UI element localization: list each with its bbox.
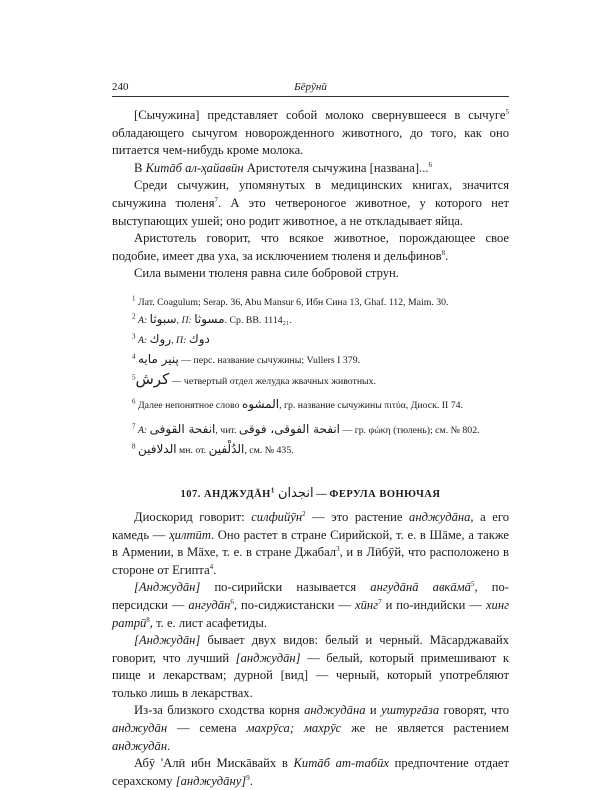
entry-body xyxy=(112,107,509,283)
running-title: Бēрӯнӣ xyxy=(294,81,327,93)
paragraph: В Китāб ал-ҳайавӣн Аристотеля сычужина [названа]...$^6$ xyxy=(134,160,433,175)
footnote-5: $^5$كرش — четвертый отдел желудка жвачных животных. xyxy=(132,370,376,389)
paragraph: [Анджудāн] по-сирийски называется ангудāнā авкāмā$^5$, по-персидски — ангудāн$^6$, по-сиджистански — хӣнг$^7$ и по-индийски — хинг ратрӣ$^8$, т. е. лист асафетиды. xyxy=(112,580,510,630)
footnote-8: $^8$ الدلافين мн. от. الدُلْفين, см. № 435. xyxy=(132,441,294,456)
section-heading: 107. АНДЖУДĀН$^1$ انجدان — ФЕРУЛА ВОНЮЧАЯ xyxy=(180,485,441,501)
footnote-3: $^3$ А: روك, П: دوك xyxy=(132,332,210,347)
footnote-4: $^4$ پنير مايه — перс. название сычужины; Vullers I 379. xyxy=(132,352,361,367)
footnote-6: $^6$ Далее непонятное слово المشوه, гр. название сычужины πιτύα, Диоск. II 74. xyxy=(132,397,464,412)
footnote-7: $^7$ А: انفحة القوفى, чит. انفحة الفوقى، فوقى — гр. φώκη (тюлень); см. № 802. xyxy=(132,421,480,436)
paragraph: Аристотель говорит, что всякое животное, порождающее свое подобие, имеет два уха, за исключением тюленя и дельфинов$^8$. xyxy=(112,231,509,263)
paragraph: Абӯ 'Алӣ ибн Мискāвайх в Китāб ат-табӣх предпочтение отдает серахскому [анджудāну]$^9$. xyxy=(112,756,510,788)
running-header xyxy=(112,79,509,97)
paragraph: Диоскорид говорит: силфийӯн$^2$ — это растение анджудāна, а его камедь — ҳилтӣт. Оно растет в стране Сирийской, т. е. в Шāме, а также в Армении, в Мāхе, т. е. в стране Джабал$^3$, и в Лӣбӯй, что расположено в стороне от Египта$^4$. xyxy=(112,509,510,577)
paragraph: Из-за близкого сходства корня анджудāна и уштурғāза говорят, что анджудāн — семена махрӯса; махрӯс же не является растением анджудāн. xyxy=(112,703,510,753)
section-body xyxy=(112,509,509,790)
book-page xyxy=(112,79,509,790)
paragraph: [Сычужина] представляет собой молоко свернувшееся в сычуге$^5$ обладающего сычугом новорожденного животного, до того, как оно питается чем-нибудь кроме молока. xyxy=(112,107,509,158)
paragraph: [Анджудāн] бывает двух видов: белый и черный. Мāсарджавайх говорит, что лучший [анджудāн] — белый, который примешивают к пище и лекарствам; дурной [вид] — черный, который употребляют только лишь в лекарствах. xyxy=(112,633,509,700)
footnote-1: $^1$ Лат. Coagulum; Serap. 36, Abu Mansur 6, Ибн Сина 13, Ghaf. 112, Maim. 30. xyxy=(132,294,449,308)
footnotes xyxy=(112,295,509,460)
paragraph: Среди сычужин, упомянутых в медицинских книгах, значится сычужина тюленя$^7$. А это четвероногое животное, у которого нет выступающих ушей; оно родит животное, а не откладывает яйца. xyxy=(112,178,509,228)
paragraph: Сила вымени тюленя равна силе бобровой струн. xyxy=(134,266,399,281)
page-number: 240 xyxy=(112,81,129,93)
footnote-2: $^2$ А: سبوثا, П: مسوثا. Ср. BB. 1114₂₁. xyxy=(132,312,292,327)
